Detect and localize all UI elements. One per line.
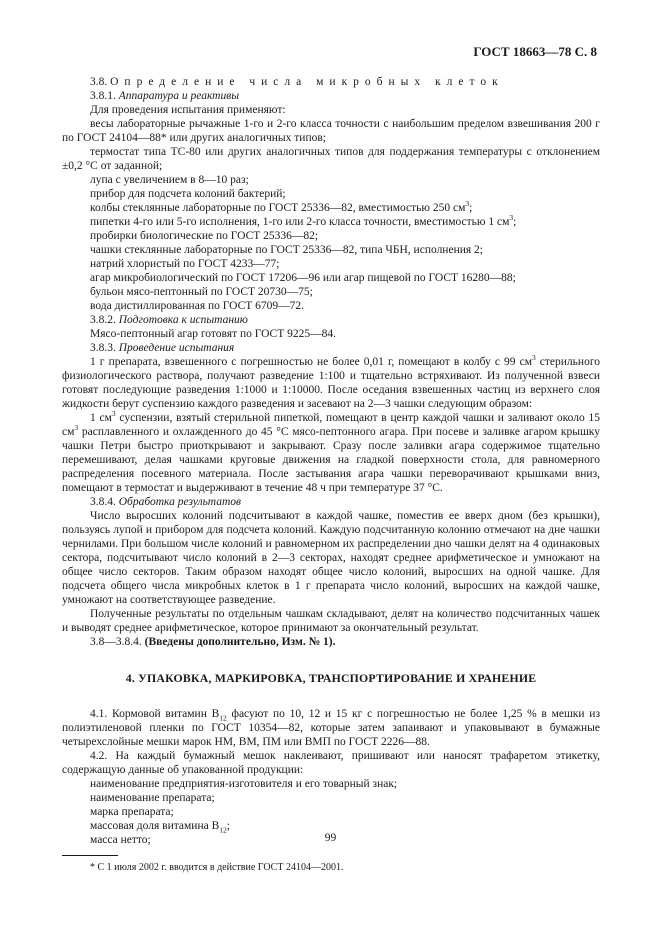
subsection-heading: 3.8.1. Аппаратура и реактивы bbox=[90, 90, 240, 102]
paragraph: Число выросших колоний подсчитывают в каждой чашке, поместив ее вверх дном (без крышки), пользуясь лупой и прибором для подсчета колоний. Каждую подсчитанную колонию отмечают на дне чашки чернилами. При большом числе колоний и равномерном их распределении дно чашки делят на 4 одинаковых сектора, подсчитывают число колоний в 2—3 секторах, находят среднее арифметическое и умножают на общее число секторов. Таким образом находят общее число колоний, выросших на одной чашке. Для подсчета общего числа микробных клеток в 1 г препарата число колоний, выросших на каждой чашке, умножают на соответствующее разведение. bbox=[62, 510, 600, 606]
list-item: масса нетто; bbox=[90, 834, 151, 846]
list-item: лупа с увеличением в 8—10 раз; bbox=[90, 174, 249, 186]
list-item: пробирки биологические по ГОСТ 25336—82; bbox=[90, 230, 319, 242]
footnote: * С 1 июля 2002 г. вводится в действие ГОСТ 24104—2001. bbox=[90, 862, 344, 873]
paragraph: 4.1. Кормовой витамин $B_{12}$ фасуют по 10, 12 и 15 кг с погрешностью не более 1,25 % в мешки из полиэтиленовой пленки по ГОСТ 10354—82, которые затем запаивают и упаковывают в бумажные четырехслойные мешки марок НМ, ВМ, ПМ или ВМП по ГОСТ 2226—88. bbox=[62, 708, 600, 748]
paragraph: Полученные результаты по отдельным чашкам складывают, делят на количество подсчитанных чашек и выводят среднее арифметическое, которое принимают за окончательный результат. bbox=[62, 608, 600, 634]
list-item: чашки стеклянные лабораторные по ГОСТ 25336—82, типа ЧБН, исполнения 2; bbox=[90, 244, 483, 256]
page-number: 99 bbox=[324, 832, 337, 844]
amendment-note: 3.8—3.8.4. (Введены дополнительно, Изм. № 1). bbox=[90, 636, 336, 648]
paragraph: 1 $см^3$ суспензии, взятый стерильной пипеткой, помещают в центр каждой чашки и заливают около 15 $см^3$ расплавленного и охлажденного до 45 °С мясо-пептонного агара. При посеве и заливке агаром крышку чашки Петри быстро приоткрывают и закрывают. Сразу после заливки агара содержимое тщательно перемешивают, делая чашками круговые движения на гладкой поверхности стола, для равномерного распределения посевного материала. После застывания агара чашки переворачивают крышками вниз, помещают в термостат и выдерживают в течение 48 ч при температуре 37 °С. bbox=[62, 409, 600, 494]
list-item: весы лабораторные рычажные 1-го и 2-го класса точности с наибольшим пределом взвешивания 200 г по ГОСТ 24104—88* или других аналогичных типов; bbox=[62, 118, 600, 144]
list-item: натрий хлористый по ГОСТ 4233—77; bbox=[90, 258, 280, 270]
list-item: марка препарата; bbox=[90, 806, 174, 818]
list-item: наименование предприятия-изготовителя и его товарный знак; bbox=[90, 778, 398, 790]
page-header: ГОСТ 18663—78 С. 8 bbox=[473, 44, 597, 59]
section-4-heading: 4. УПАКОВКА, МАРКИРОВКА, ТРАНСПОРТИРОВАНИЕ И ХРАНЕНИЕ bbox=[125, 671, 537, 685]
list-item: прибор для подсчета колоний бактерий; bbox=[90, 188, 286, 200]
subsection-heading: 3.8.3. Проведение испытания bbox=[90, 342, 235, 354]
paragraph: Мясо-пептонный агар готовят по ГОСТ 9225—84. bbox=[90, 328, 337, 340]
footnote-rule bbox=[62, 855, 118, 856]
section-heading: 3.8. Определение числа микробных клеток bbox=[90, 76, 504, 88]
list-item: термостат типа ТС-80 или других аналогичных типов для поддержания температуры с отклонением ±0,2 °С от заданной; bbox=[62, 146, 600, 172]
paragraph: 4.2. На каждый бумажный мешок наклеивают, пришивают или наносят трафаретом этикетку, содержащую данные об упакованной продукции: bbox=[62, 750, 600, 776]
list-item: колбы стеклянные лабораторные по ГОСТ 25336—82, вместимостью 250 $см^3$; bbox=[90, 199, 473, 214]
paragraph: 1 г препарата, взвешенного с погрешностью не более 0,01 г, помещают в колбу с 99 $см^3$ стерильного физиологического раствора, получают разведение 1:100 и тщательно встряхивают. Из полученной взвеси готовят последующие разведения 1:1000 и 1:10000. После оседания взвешенных частиц из верхнего слоя жидкости берут суспензию каждого разведения и засевают на 2—3 чашки следующим образом: bbox=[62, 353, 600, 410]
list-item: вода дистиллированная по ГОСТ 6709—72. bbox=[90, 300, 305, 312]
subsection-heading: 3.8.2. Подготовка к испытанию bbox=[90, 314, 248, 326]
spaced-title: Определение числа микробных клеток bbox=[110, 76, 504, 88]
paragraph: Для проведения испытания применяют: bbox=[90, 104, 286, 116]
document-body bbox=[62, 75, 600, 874]
list-item: наименование препарата; bbox=[90, 792, 215, 804]
subsection-heading: 3.8.4. Обработка результатов bbox=[90, 496, 241, 508]
list-item: массовая доля витамина $B_{12}$; bbox=[90, 820, 230, 835]
list-item: бульон мясо-пептонный по ГОСТ 20730—75; bbox=[90, 286, 313, 298]
list-item: агар микробиологический по ГОСТ 17206—96 или агар пищевой по ГОСТ 16280—88; bbox=[90, 272, 516, 284]
list-item: пипетки 4-го или 5-го исполнения, 1-го или 2-го класса точности, вместимостью 1 $см^3$; bbox=[90, 213, 517, 228]
